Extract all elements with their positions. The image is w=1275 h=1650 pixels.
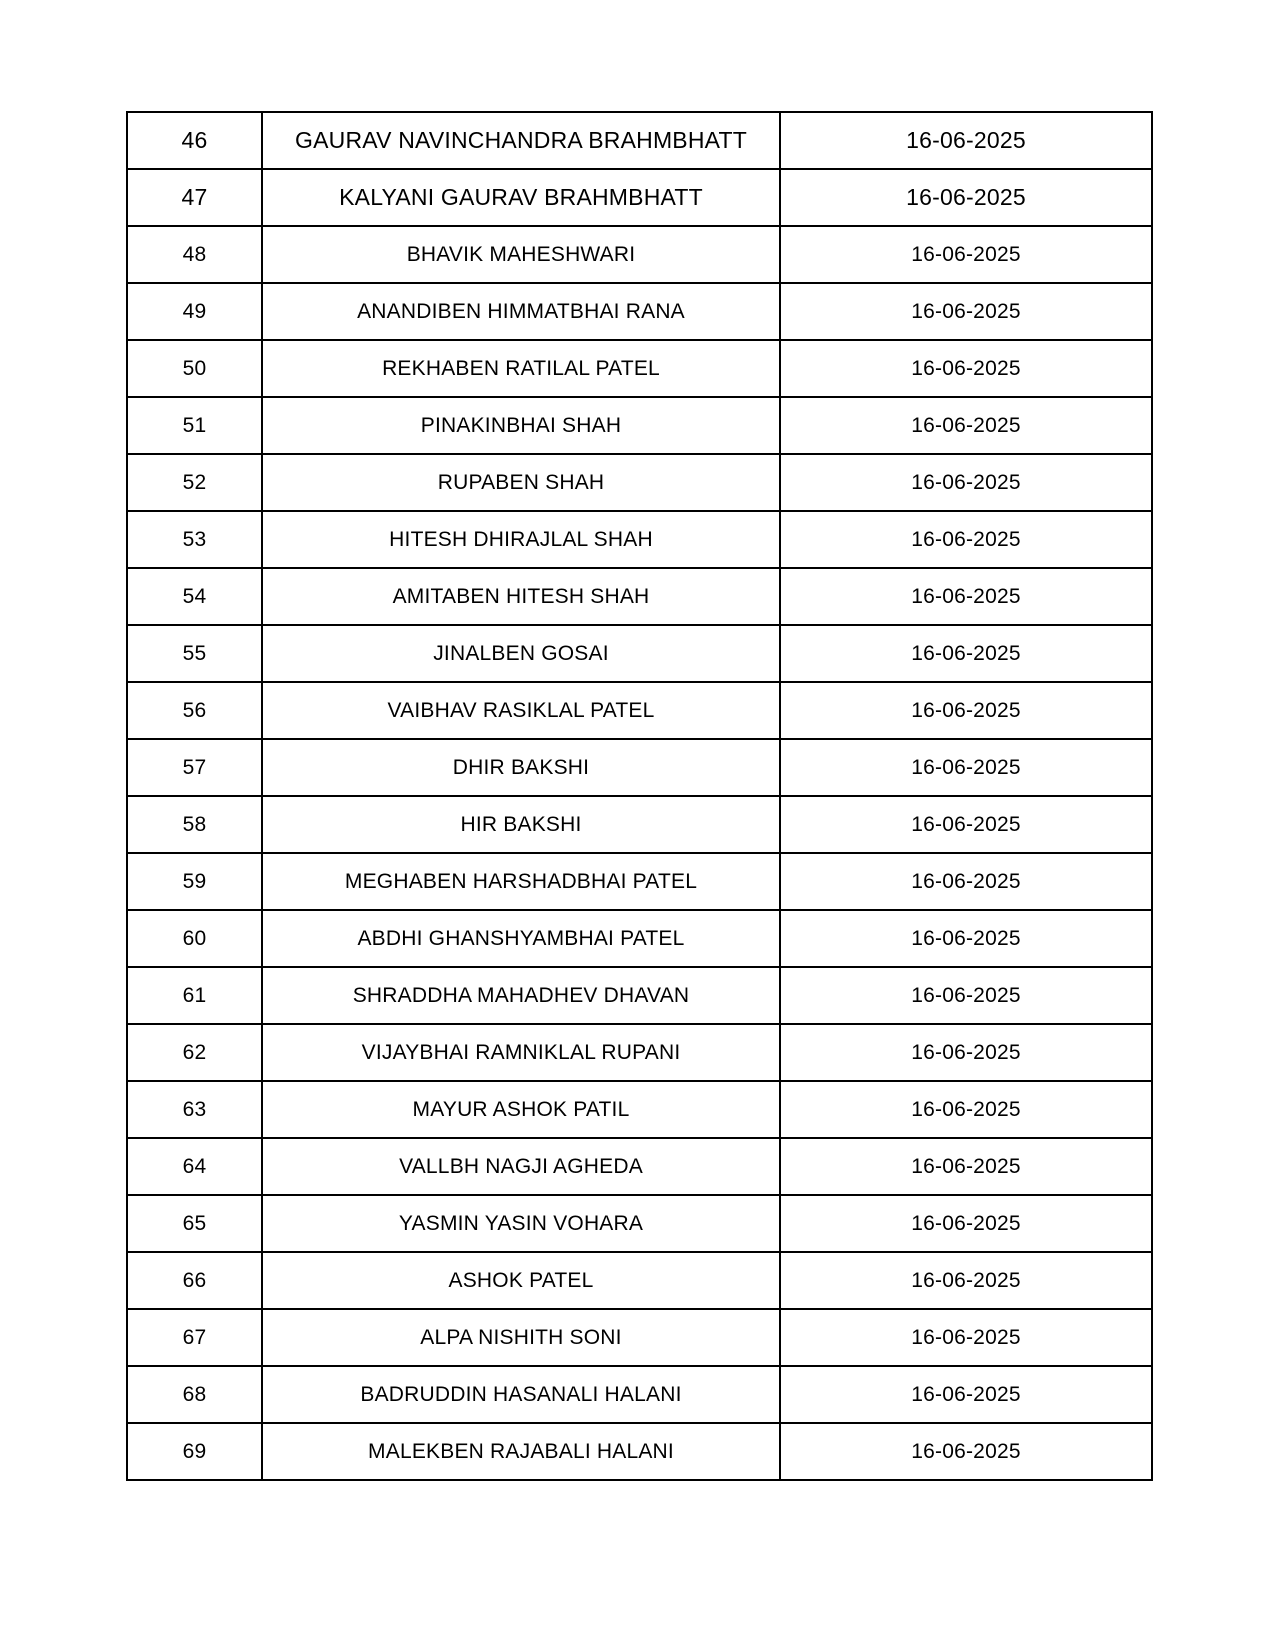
date-cell: 16-06-2025: [780, 454, 1152, 511]
table-row: [127, 853, 1152, 910]
table-row: [127, 283, 1152, 340]
serial-number-cell: 67: [127, 1309, 262, 1366]
serial-number-cell: 51: [127, 397, 262, 454]
name-cell: MEGHABEN HARSHADBHAI PATEL: [262, 853, 780, 910]
name-cell: GAURAV NAVINCHANDRA BRAHMBHATT: [262, 112, 780, 169]
name-cell: VAIBHAV RASIKLAL PATEL: [262, 682, 780, 739]
serial-number-cell: 56: [127, 682, 262, 739]
date-cell: 16-06-2025: [780, 1309, 1152, 1366]
name-cell: VIJAYBHAI RAMNIKLAL RUPANI: [262, 1024, 780, 1081]
date-cell: 16-06-2025: [780, 1252, 1152, 1309]
serial-number-cell: 68: [127, 1366, 262, 1423]
serial-number-cell: 57: [127, 739, 262, 796]
name-cell: HITESH DHIRAJLAL SHAH: [262, 511, 780, 568]
date-cell: 16-06-2025: [780, 1423, 1152, 1480]
name-cell: DHIR BAKSHI: [262, 739, 780, 796]
table-row: [127, 682, 1152, 739]
date-cell: 16-06-2025: [780, 397, 1152, 454]
name-cell: ALPA NISHITH SONI: [262, 1309, 780, 1366]
table-row: [127, 226, 1152, 283]
table-row: [127, 340, 1152, 397]
table-row: [127, 397, 1152, 454]
date-cell: 16-06-2025: [780, 169, 1152, 226]
date-cell: 16-06-2025: [780, 112, 1152, 169]
table-row: [127, 1309, 1152, 1366]
serial-number-cell: 64: [127, 1138, 262, 1195]
serial-number-cell: 54: [127, 568, 262, 625]
name-cell: ANANDIBEN HIMMATBHAI RANA: [262, 283, 780, 340]
name-cell: PINAKINBHAI SHAH: [262, 397, 780, 454]
table-row: [127, 1024, 1152, 1081]
date-cell: 16-06-2025: [780, 853, 1152, 910]
serial-number-cell: 46: [127, 112, 262, 169]
name-cell: KALYANI GAURAV BRAHMBHATT: [262, 169, 780, 226]
name-cell: RUPABEN SHAH: [262, 454, 780, 511]
name-cell: BHAVIK MAHESHWARI: [262, 226, 780, 283]
date-cell: 16-06-2025: [780, 340, 1152, 397]
table-row: [127, 910, 1152, 967]
name-cell: MAYUR ASHOK PATIL: [262, 1081, 780, 1138]
date-cell: 16-06-2025: [780, 739, 1152, 796]
table-row: [127, 739, 1152, 796]
date-cell: 16-06-2025: [780, 910, 1152, 967]
table-row: [127, 1366, 1152, 1423]
serial-number-cell: 66: [127, 1252, 262, 1309]
records-table-body: [127, 112, 1152, 1480]
date-cell: 16-06-2025: [780, 1366, 1152, 1423]
name-cell: AMITABEN HITESH SHAH: [262, 568, 780, 625]
serial-number-cell: 65: [127, 1195, 262, 1252]
serial-number-cell: 49: [127, 283, 262, 340]
name-cell: YASMIN YASIN VOHARA: [262, 1195, 780, 1252]
date-cell: 16-06-2025: [780, 625, 1152, 682]
name-cell: SHRADDHA MAHADHEV DHAVAN: [262, 967, 780, 1024]
date-cell: 16-06-2025: [780, 568, 1152, 625]
serial-number-cell: 55: [127, 625, 262, 682]
date-cell: 16-06-2025: [780, 226, 1152, 283]
table-row: [127, 1138, 1152, 1195]
table-row: [127, 625, 1152, 682]
name-cell: BADRUDDIN HASANALI HALANI: [262, 1366, 780, 1423]
table-row: [127, 967, 1152, 1024]
date-cell: 16-06-2025: [780, 1138, 1152, 1195]
serial-number-cell: 50: [127, 340, 262, 397]
table-row: [127, 568, 1152, 625]
table-row: [127, 796, 1152, 853]
name-cell: ASHOK PATEL: [262, 1252, 780, 1309]
records-table: [126, 111, 1153, 1481]
table-row: [127, 112, 1152, 169]
name-cell: JINALBEN GOSAI: [262, 625, 780, 682]
name-cell: HIR BAKSHI: [262, 796, 780, 853]
date-cell: 16-06-2025: [780, 283, 1152, 340]
date-cell: 16-06-2025: [780, 1195, 1152, 1252]
serial-number-cell: 58: [127, 796, 262, 853]
serial-number-cell: 48: [127, 226, 262, 283]
serial-number-cell: 69: [127, 1423, 262, 1480]
serial-number-cell: 52: [127, 454, 262, 511]
serial-number-cell: 62: [127, 1024, 262, 1081]
date-cell: 16-06-2025: [780, 796, 1152, 853]
name-cell: REKHABEN RATILAL PATEL: [262, 340, 780, 397]
serial-number-cell: 47: [127, 169, 262, 226]
serial-number-cell: 53: [127, 511, 262, 568]
table-row: [127, 1423, 1152, 1480]
table-row: [127, 1081, 1152, 1138]
serial-number-cell: 59: [127, 853, 262, 910]
table-row: [127, 454, 1152, 511]
table-row: [127, 1195, 1152, 1252]
date-cell: 16-06-2025: [780, 682, 1152, 739]
date-cell: 16-06-2025: [780, 1024, 1152, 1081]
date-cell: 16-06-2025: [780, 967, 1152, 1024]
date-cell: 16-06-2025: [780, 511, 1152, 568]
name-cell: VALLBH NAGJI AGHEDA: [262, 1138, 780, 1195]
table-row: [127, 169, 1152, 226]
table-row: [127, 1252, 1152, 1309]
serial-number-cell: 60: [127, 910, 262, 967]
serial-number-cell: 61: [127, 967, 262, 1024]
date-cell: 16-06-2025: [780, 1081, 1152, 1138]
table-row: [127, 511, 1152, 568]
name-cell: ABDHI GHANSHYAMBHAI PATEL: [262, 910, 780, 967]
name-cell: MALEKBEN RAJABALI HALANI: [262, 1423, 780, 1480]
serial-number-cell: 63: [127, 1081, 262, 1138]
